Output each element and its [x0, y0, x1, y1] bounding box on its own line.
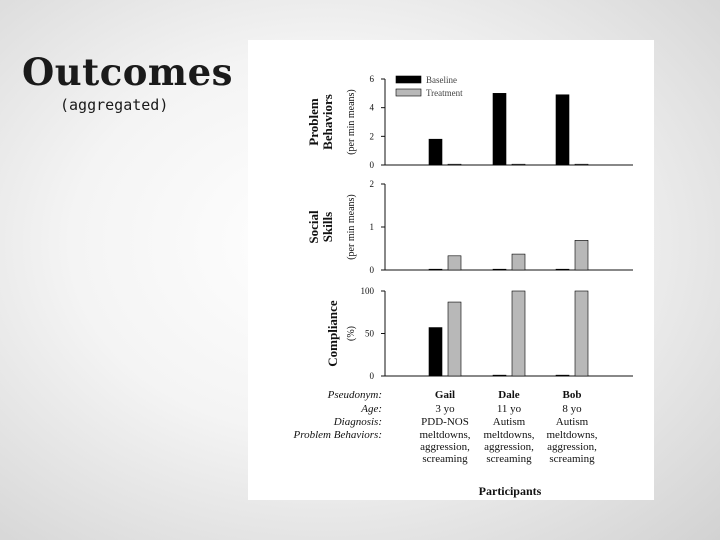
y-tick-label: 6 — [369, 74, 374, 84]
participant-behavior: meltdowns, — [546, 429, 598, 441]
y-axis-unit: (per min means) — [346, 89, 357, 155]
participant-behavior: meltdowns, — [419, 429, 471, 441]
bar-baseline-gail — [429, 269, 442, 270]
multi-panel-bar-chart — [248, 40, 654, 500]
bar-treatment-gail — [448, 302, 461, 376]
y-axis-title: Behaviors — [320, 94, 335, 150]
participant-behavior: aggression, — [420, 441, 470, 453]
participant-age: 8 yo — [562, 403, 582, 415]
y-tick-label: 50 — [365, 328, 374, 339]
participant-behavior: screaming — [549, 453, 595, 465]
row-label: Age: — [361, 403, 382, 415]
bar-treatment-dale — [512, 254, 525, 270]
y-axis-title: Problem — [306, 98, 321, 146]
bar-treatment-bob — [575, 164, 588, 165]
x-axis-title: Participants — [478, 484, 542, 498]
participant-age: 11 yo — [496, 403, 522, 415]
legend-label: Treatment — [426, 88, 463, 98]
bar-treatment-gail — [448, 164, 461, 165]
bar-baseline-bob — [556, 95, 569, 165]
bar-treatment-dale — [512, 164, 525, 165]
y-tick-label: 2 — [369, 131, 374, 142]
legend-swatch — [396, 76, 421, 83]
slide-title: Outcomes — [22, 50, 233, 94]
participant-behavior: aggression, — [547, 441, 597, 453]
bar-treatment-bob — [575, 291, 588, 376]
y-axis-unit: (per min means) — [346, 194, 357, 260]
legend-swatch — [396, 89, 421, 96]
participant-age: 3 yo — [435, 403, 455, 415]
participant-behavior: meltdowns, — [483, 429, 535, 441]
y-axis-title: Skills — [320, 211, 335, 243]
participant-name: Gail — [434, 389, 456, 401]
participant-diagnosis: PDD-NOS — [421, 416, 469, 428]
y-axis-title: Compliance — [325, 300, 340, 367]
y-tick-label: 4 — [369, 102, 374, 113]
bar-baseline-dale — [493, 269, 506, 270]
y-tick-label: 0 — [369, 160, 374, 170]
participant-name: Dale — [498, 389, 520, 401]
row-label: Diagnosis: — [333, 416, 382, 428]
slide-subtitle: (aggregated) — [60, 96, 169, 114]
bar-baseline-gail — [429, 139, 442, 165]
legend-label: Baseline — [426, 75, 457, 85]
y-tick-label: 0 — [369, 371, 374, 381]
bar-baseline-dale — [493, 93, 506, 165]
participant-diagnosis: Autism — [492, 416, 526, 428]
y-tick-label: 0 — [369, 265, 374, 275]
y-axis-unit: (%) — [346, 326, 357, 341]
bar-treatment-gail — [448, 256, 461, 270]
bar-treatment-bob — [575, 240, 588, 270]
bar-baseline-bob — [556, 375, 569, 376]
bar-treatment-dale — [512, 291, 525, 376]
y-axis-title: Social — [306, 210, 321, 244]
y-tick-label: 2 — [369, 179, 374, 189]
participant-behavior: screaming — [422, 453, 468, 465]
y-tick-label: 1 — [369, 222, 374, 232]
row-label: Pseudonym: — [327, 389, 382, 401]
participant-behavior: screaming — [486, 453, 532, 465]
bar-baseline-bob — [556, 269, 569, 270]
y-tick-label: 100 — [360, 286, 374, 296]
figure-panel — [248, 40, 654, 500]
participant-name: Bob — [562, 389, 582, 401]
bar-baseline-dale — [493, 375, 506, 376]
participant-behavior: aggression, — [484, 441, 534, 453]
row-label: Problem Behaviors: — [293, 429, 382, 441]
participant-diagnosis: Autism — [555, 416, 589, 428]
bar-baseline-gail — [429, 328, 442, 376]
